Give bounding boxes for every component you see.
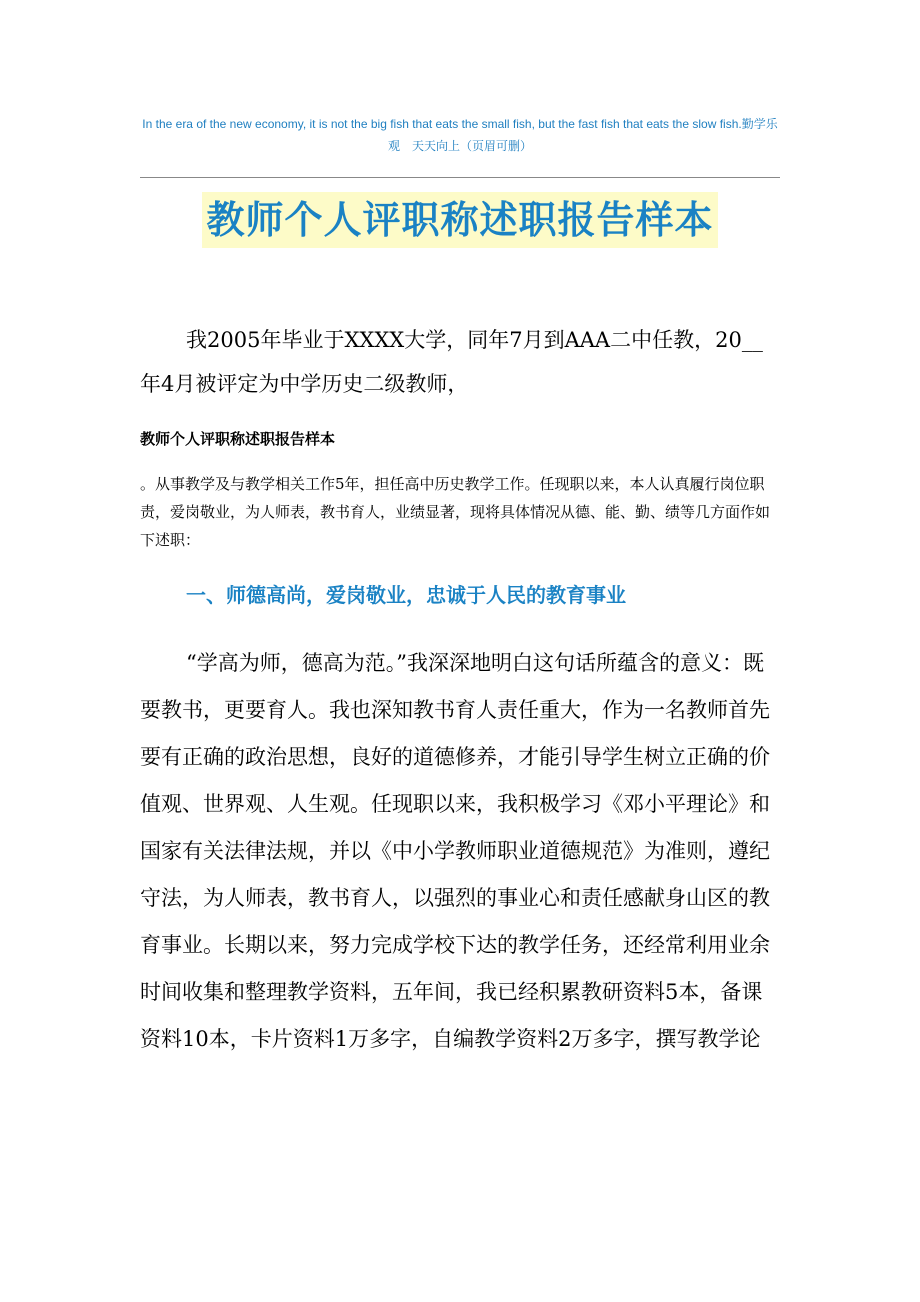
subheading: 教师个人评职称述职报告样本 — [140, 430, 336, 448]
page-header: In the era of the new economy, it is not the big fish that eats the small fish, but the fast fish that eats the slow fish.勤学乐观 天天向上（页眉可删） — [142, 117, 778, 153]
section-heading-1: 一、师德高尚，爱岗敬业，忠诚于人民的教育事业 — [186, 583, 626, 607]
section-1-body: “学高为师，德高为范。”我深深地明白这句话所蕴含的意义：既要教书，更要育人。我也深知教书育人责任重大，作为一名教师首先要有正确的政治思想，良好的道德修养，才能引导学生树立正确的价值观、世界观、人生观。任现职以来，我积极学习《邓小平理论》和国家有关法律法规，并以《中小学教师职业道德规范》为准则，遵纪守法，为人师表，教书育人，以强烈的事业心和责任感献身山区的教育事业。长期以来，努力完成学校下达的教学任务，还经常利用业余时间收集和整理教学资料，五年间，我已经积累教研资料5本，备课资料10本，卡片资料1万多字，自编教学资料2万多字，撰写教学论 — [140, 651, 770, 1051]
document-title: 教师个人评职称述职报告样本 — [202, 192, 717, 248]
intro-paragraph: 我2005年毕业于XXXX大学，同年7月到AAA二中任教，20__年4月被评定为中学历史二级教师， — [140, 328, 763, 396]
summary-paragraph: 。从事教学及与教学相关工作5年，担任高中历史教学工作。任现职以来，本人认真履行岗位职责，爱岗敬业，为人师表，教书育人，业绩显著，现将具体情况从德、能、勤、绩等几方面作如下述职： — [140, 475, 771, 549]
title-container — [0, 192, 920, 248]
header-divider — [140, 177, 780, 178]
